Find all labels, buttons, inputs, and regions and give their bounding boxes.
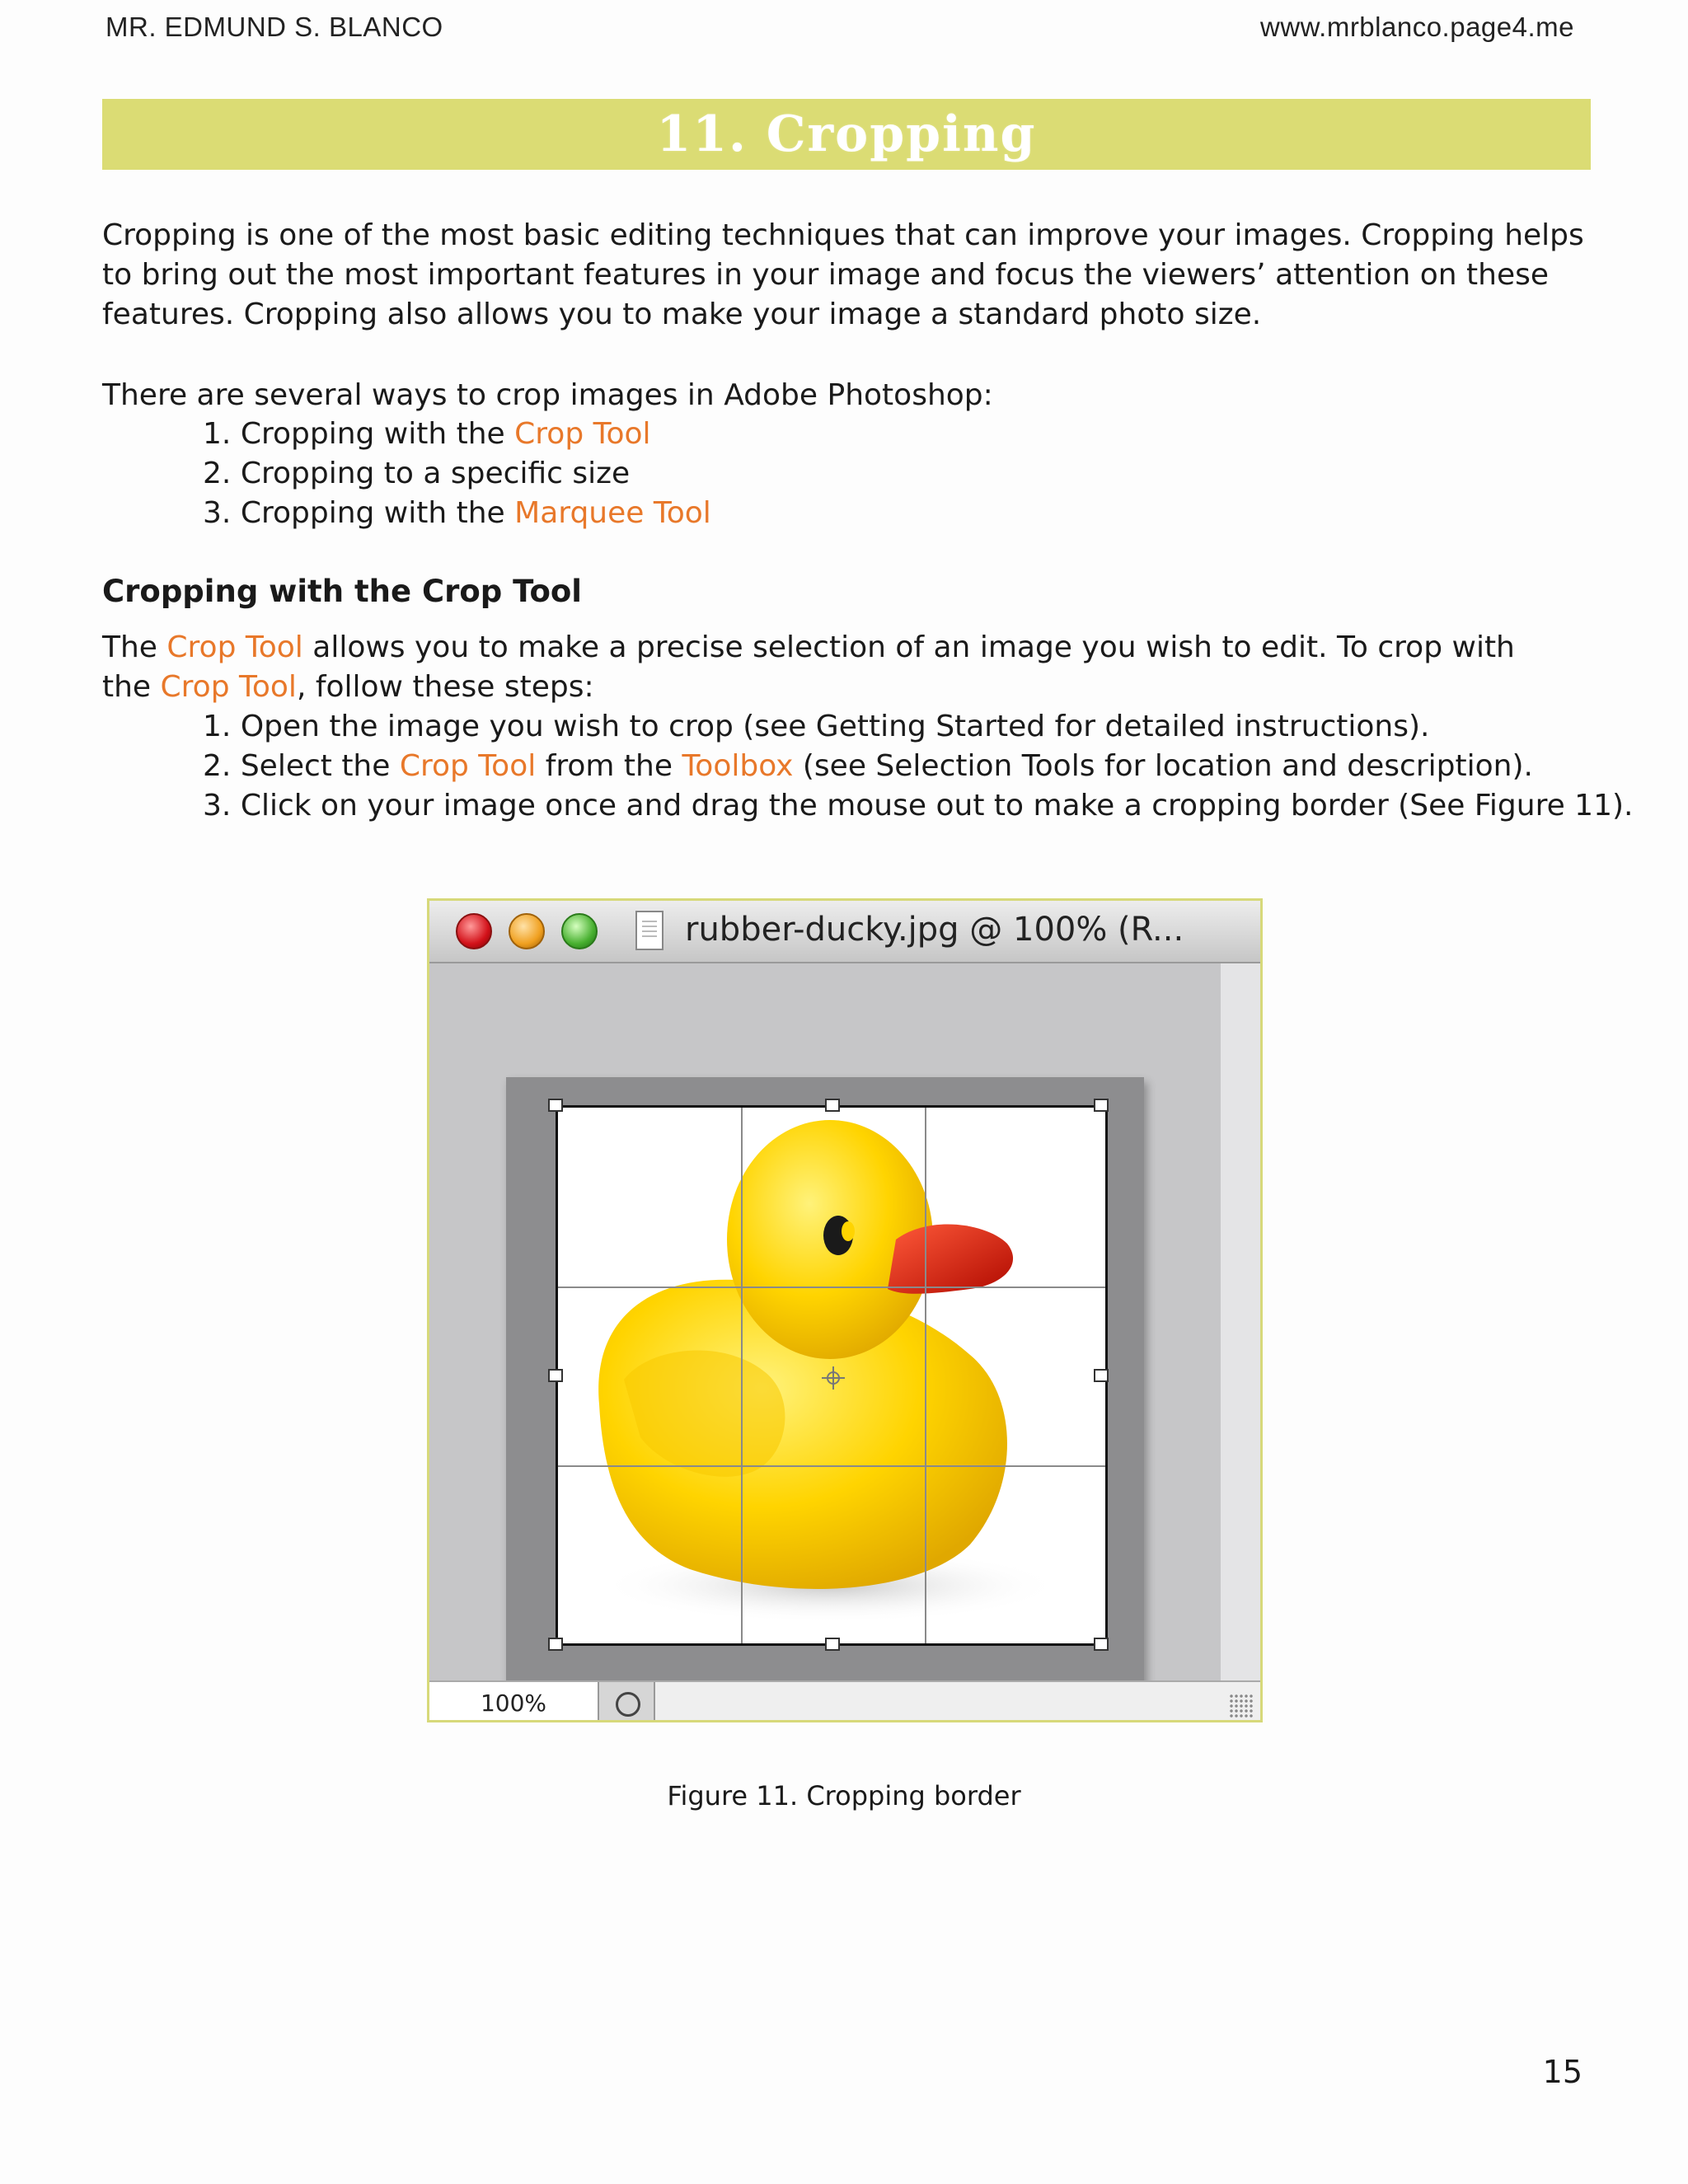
zoom-level-field[interactable]: 100%	[429, 1682, 599, 1722]
resize-grip-icon[interactable]	[1229, 1694, 1254, 1718]
header-website: www.mrblanco.page4.me	[1259, 12, 1574, 42]
list-number: 2.	[203, 749, 232, 783]
close-button-icon[interactable]	[456, 913, 492, 949]
text-run: allows you to make a precise selection of an image you wish to edit. To crop with the	[102, 630, 1515, 704]
highlight-term: Marquee Tool	[514, 496, 711, 530]
crop-handle-top-right[interactable]	[1094, 1099, 1109, 1112]
canvas-area[interactable]	[429, 963, 1221, 1680]
crop-handle-bottom-left[interactable]	[548, 1638, 563, 1651]
steps-list	[203, 707, 1633, 826]
list-item	[203, 747, 1633, 786]
vertical-scrollbar[interactable]	[1221, 963, 1262, 1680]
list-number: 1.	[203, 710, 232, 743]
section-title-band	[102, 99, 1591, 170]
subheading: Cropping with the Crop Tool	[102, 574, 582, 609]
header-author: MR. EDMUND S. BLANCO	[106, 12, 443, 42]
intro-paragraph: Cropping is one of the most basic editing techniques that can improve your images. Cropping helps to bring out the most important features in your image and focus the viewers’ attention on these features. Cropping also allows you to make your image a standard photo size.	[102, 218, 1584, 331]
text-run: , follow these steps:	[296, 670, 594, 704]
list-item	[203, 454, 711, 494]
list-text: Cropping with the	[240, 417, 515, 451]
document-icon	[635, 911, 663, 950]
list-item	[203, 415, 711, 454]
crop-handle-bottom-right[interactable]	[1094, 1638, 1109, 1651]
crop-handle-right[interactable]	[1094, 1369, 1109, 1382]
section-title: 11. Cropping	[656, 105, 1037, 163]
list-text: Cropping with the	[240, 496, 515, 530]
page-number: 15	[1542, 2054, 1582, 2090]
list-item	[203, 707, 1633, 747]
crop-grid-line	[741, 1108, 743, 1643]
highlight-term: Toolbox	[682, 749, 794, 783]
list-text: Select the	[240, 749, 400, 783]
highlight-term: Crop Tool	[399, 749, 537, 783]
status-menu-icon[interactable]	[599, 1682, 655, 1722]
highlight-term: Crop Tool	[166, 630, 303, 664]
list-number: 3.	[203, 496, 232, 530]
crop-grid-line	[558, 1465, 1105, 1467]
window-title: rubber-ducky.jpg @ 100% (R...	[685, 911, 1184, 949]
list-number: 1.	[203, 417, 232, 451]
crop-handle-top-left[interactable]	[548, 1099, 563, 1112]
text-run: The	[102, 630, 167, 664]
ways-list	[203, 415, 711, 533]
crop-tool-paragraph	[102, 628, 1553, 707]
list-text: Cropping to a specific size	[240, 457, 631, 490]
list-item	[203, 494, 711, 533]
ways-intro: There are several ways to crop images in Adobe Photoshop:	[102, 378, 993, 412]
crop-grid-line	[925, 1108, 926, 1643]
list-text: Open the image you wish to crop (see Getting Started for detailed instructions).	[240, 710, 1430, 743]
highlight-term: Crop Tool	[160, 670, 297, 704]
crosshair-icon	[820, 1365, 846, 1391]
list-item	[203, 786, 1633, 826]
crop-handle-top[interactable]	[825, 1099, 840, 1112]
figure-screenshot	[427, 898, 1263, 1722]
list-text: Click on your image once and drag the mouse out to make a cropping border (See Figure 11).	[240, 789, 1634, 823]
list-number: 3.	[203, 789, 232, 823]
list-number: 2.	[203, 457, 232, 490]
crop-border[interactable]	[556, 1105, 1108, 1646]
status-bar	[429, 1680, 1260, 1722]
crop-grid-line	[558, 1286, 1105, 1288]
window-titlebar	[429, 901, 1260, 963]
figure-caption: Figure 11. Cropping border	[667, 1780, 1021, 1811]
crop-handle-bottom[interactable]	[825, 1638, 840, 1651]
list-text: (see Selection Tools for location and description).	[793, 749, 1533, 783]
list-text: from the	[536, 749, 682, 783]
minimize-button-icon[interactable]	[509, 913, 545, 949]
crop-handle-left[interactable]	[548, 1369, 563, 1382]
zoom-button-icon[interactable]	[561, 913, 598, 949]
highlight-term: Crop Tool	[514, 417, 651, 451]
